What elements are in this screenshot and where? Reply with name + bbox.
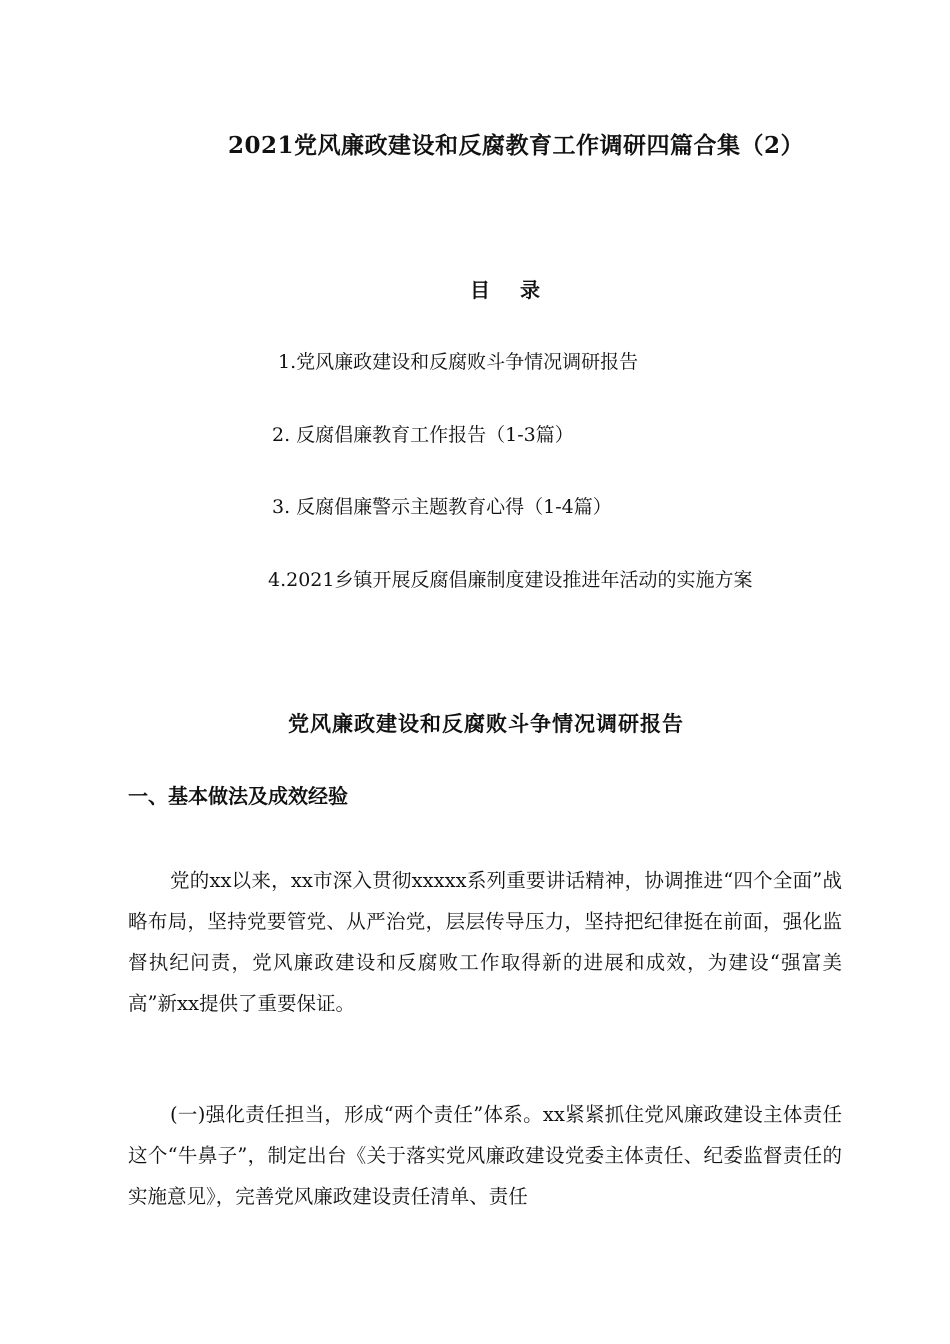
toc-item: 2. 反腐倡廉教育工作报告（1-3篇） [272,424,574,446]
body-paragraph: 党的xx以来，xx市深入贯彻xxxxx系列重要讲话精神，协调推进“四个全面”战略布局，坚持党要管党、从严治党，层层传导压力，坚持把纪律挺在前面，强化监督执纪问责，党风廉政建设和反腐败工作取得新的进展和成效，为建设“强富美高”新xx提供了重要保证。 [128,869,842,1015]
toc-item: 3. 反腐倡廉警示主题教育心得（1-4篇） [272,496,612,518]
toc-item: 1.党风廉政建设和反腐败斗争情况调研报告 [278,351,639,373]
document-title: 2021党风廉政建设和反腐教育工作调研四篇合集（2） [228,132,805,159]
section-subheading: 一、基本做法及成效经验 [128,784,348,808]
toc-item: 4.2021乡镇开展反腐倡廉制度建设推进年活动的实施方案 [268,569,753,591]
section-title: 党风廉政建设和反腐败斗争情况调研报告 [288,711,684,736]
toc-heading: 目录 [470,278,570,302]
body-paragraph: (一)强化责任担当，形成“两个责任”体系。xx紧紧抓住党风廉政建设主体责任这个“牛鼻子”，制定出台《关于落实党风廉政建设党委主体责任、纪委监督责任的实施意见》，完善党风廉政建设责任清单、责任 [128,1103,842,1208]
